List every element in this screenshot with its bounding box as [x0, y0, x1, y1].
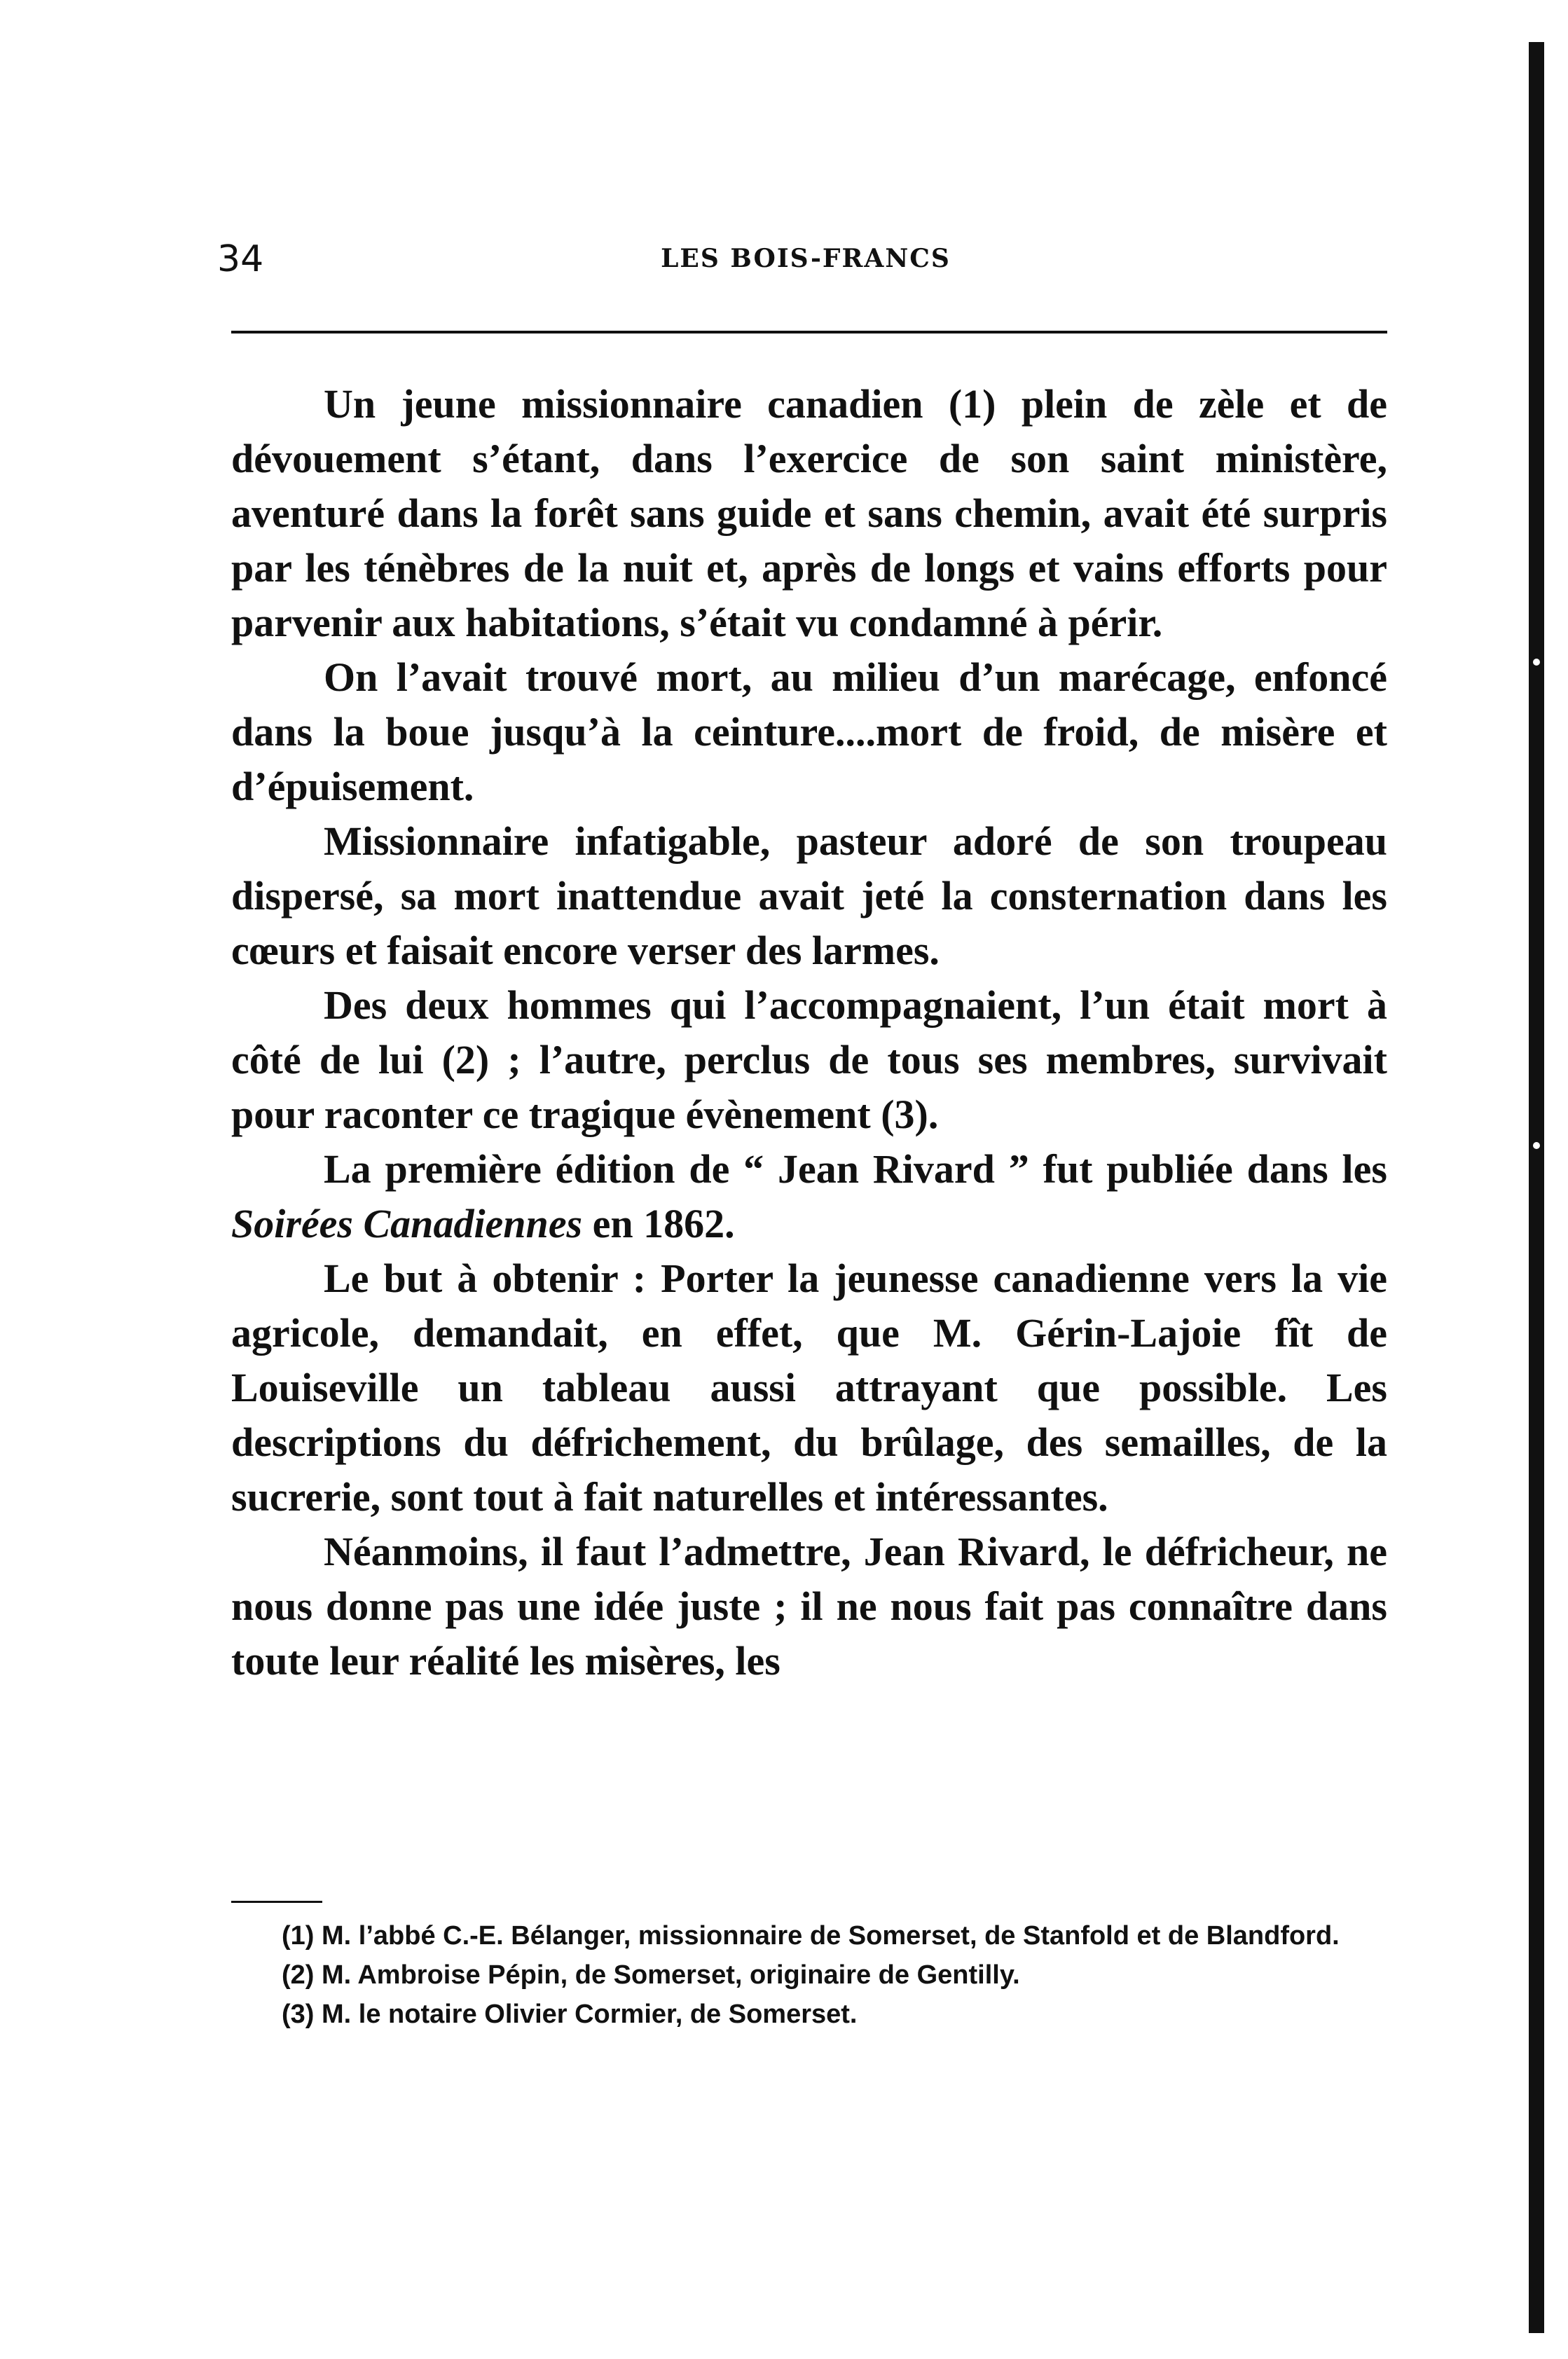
page-number: 34 [217, 238, 264, 280]
paragraph-7: Néanmoins, il faut l’admettre, Jean Rivard, le défricheur, ne nous donne pas une idée juste ; il ne nous fait pas connaître dans toute leur réalité les misères, les [231, 1529, 1387, 1684]
paragraph-5 [231, 1142, 1387, 1251]
footnote-rule [231, 1901, 322, 1903]
journal-title: Soirées Canadiennes [231, 1201, 583, 1246]
footnote-1: (1) M. l’abbé C.-E. Bélanger, missionnaire de Somerset, de Stanfold et de Blandford. [282, 1921, 1340, 1951]
body-text [231, 377, 1387, 1689]
header-rule [231, 331, 1387, 333]
paragraph-5-start: La première édition de “ Jean Rivard ” fut publiée dans les [324, 1146, 1387, 1192]
paragraph-1: Un jeune missionnaire canadien (1) plein de zèle et de dévouement s’étant, dans l’exercice de son saint ministère, aventuré dans la forêt sans guide et sans chemin, avait été surpris par les ténèbres de la nuit et, après de longs et vains efforts pour parvenir aux habitations, s’était vu condamné à périr. [231, 381, 1387, 645]
footnote-2: (2) M. Ambroise Pépin, de Somerset, originaire de Gentilly. [282, 1960, 1020, 1990]
paragraph-5-end: en 1862. [582, 1201, 735, 1246]
paragraph-4: Des deux hommes qui l’accompagnaient, l’un était mort à côté de lui (2) ; l’autre, perclus de tous ses membres, survivait pour raconter ce tragique évènement (3). [231, 982, 1387, 1137]
footnotes [231, 1918, 1387, 2036]
running-head: LES BOIS-FRANCS [661, 244, 951, 273]
page-header [217, 238, 1394, 301]
edge-speck [1533, 659, 1540, 666]
edge-speck [1533, 1142, 1540, 1149]
paragraph-6: Le but à obtenir : Porter la jeunesse canadienne vers la vie agricole, demandait, en effet, que M. Gérin-Lajoie fît de Louiseville un tableau aussi attrayant que possible. Les descriptions du défrichement, du brûlage, des semailles, de la sucrerie, sont tout à fait naturelles et intéressantes. [231, 1256, 1387, 1520]
paragraph-3: Missionnaire infatigable, pasteur adoré de son troupeau dispersé, sa mort inattendue avait jeté la consternation dans les cœurs et faisait encore verser des larmes. [231, 818, 1387, 973]
paragraph-2: On l’avait trouvé mort, au milieu d’un marécage, enfoncé dans la boue jusqu’à la ceinture....mort de froid, de misère et d’épuisement. [231, 654, 1387, 809]
page-edge-shadow [1529, 42, 1544, 2333]
footnote-3: (3) M. le notaire Olivier Cormier, de Somerset. [282, 2000, 858, 2029]
